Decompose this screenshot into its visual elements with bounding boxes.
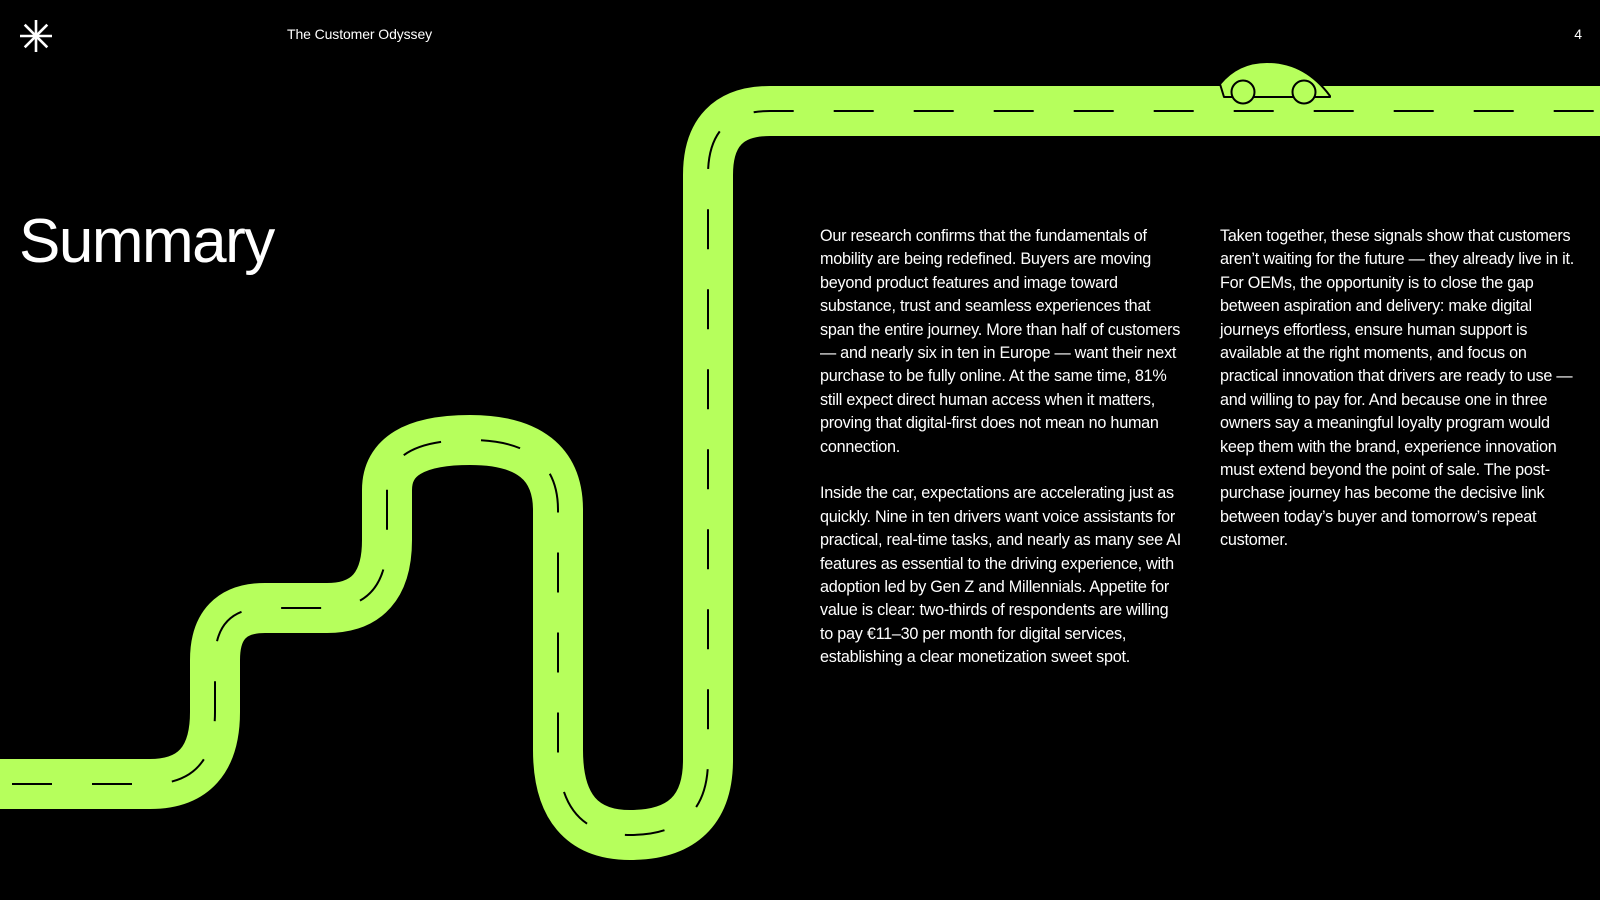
summary-paragraph: Inside the car, expectations are accelerating just as quickly. Nine in ten drivers want voice assistants for practical, real-time tasks, and nearly as many see AI features as essential to the driving experience, with adoption led by Gen Z and Millennials. Appetite for value is clear: two-thirds of respondents are willing to pay €11–30 per month for digital services, establishing a clear monetization sweet spot. [820,484,1182,667]
summary-column-left [820,225,1185,693]
page-title: Summary [19,207,274,276]
car-icon [1220,62,1330,104]
summary-paragraph: Our research confirms that the fundamentals of mobility are being redefined. Buyers are moving beyond product features and image toward substance, trust and seamless experiences that span the entire journey. More than half of customers — and nearly six in ten in Europe — want their next purchase to be fully online. At the same time, 81% still expect direct human access when it matters, proving that digital-first does not mean no human connection. [820,227,1181,456]
page-number: 4 [1574,26,1582,42]
deck-title: The Customer Odyssey [287,26,433,42]
summary-column-right [1220,225,1580,576]
summary-paragraph: Taken together, these signals show that customers aren’t waiting for the future — they already live in it. For OEMs, the opportunity is to close the gap between aspiration and delivery: make digital journeys effortless, ensure human support is available at the right moments, and focus on practical innovation that drivers are ready to use — and willing to pay for. And because one in three owners say a meaningful loyalty program would keep them with the brand, experience innovation must extend beyond the point of sale. The post-purchase journey has become the decisive link between today’s buyer and tomorrow’s repeat customer. [1220,227,1574,550]
